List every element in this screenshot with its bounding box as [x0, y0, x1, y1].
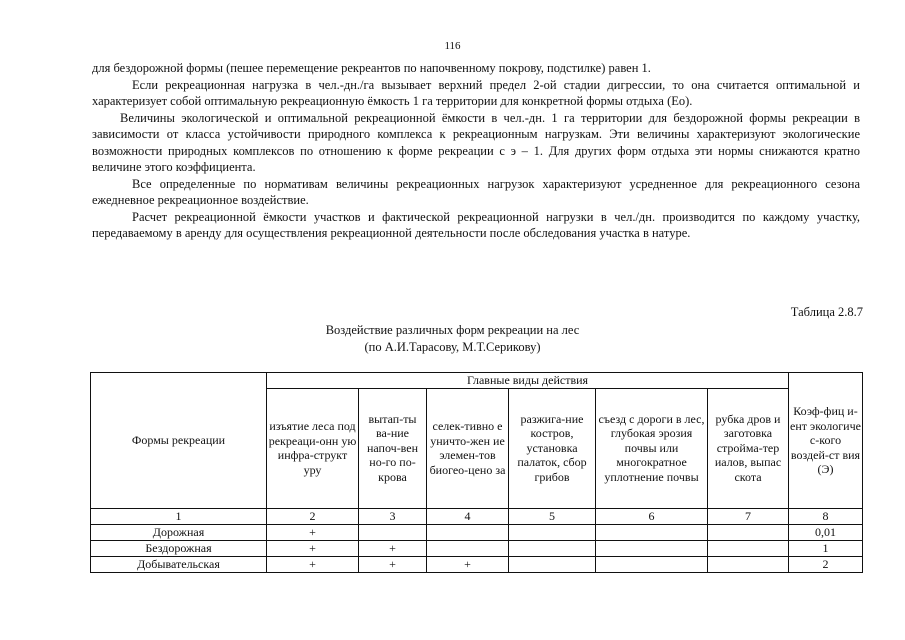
cell	[596, 540, 708, 556]
table-title-line: Воздействие различных форм рекреации на лес	[325, 323, 580, 337]
table-header-row	[91, 373, 863, 389]
paragraph: Все определенные по нормативам величины рекреационных нагрузок характеризуют усредненное для рекреационного сезона ежедневное рекреационное воздействие.	[92, 176, 860, 207]
form-name: Бездорожная	[91, 540, 267, 556]
cell: +	[267, 556, 359, 572]
cell	[509, 524, 596, 540]
impact-table	[90, 372, 862, 573]
action-header: съезд с дороги в лес, глубокая эрозия почвы или многократное уплотнение почвы	[596, 388, 708, 508]
paragraph: Если рекреационная нагрузка в чел.-дн./га вызывает верхний предел 2-ой стадии дигрессии, то она считается оптимальной и характеризует собой оптимальную рекреационную ёмкость 1 га территории для конкретной формы отдыха (Ео).	[92, 77, 860, 108]
coef-value: 2	[789, 556, 863, 572]
cell: +	[359, 556, 427, 572]
cell	[509, 540, 596, 556]
cell	[708, 540, 789, 556]
paragraph: для бездорожной формы (пешее перемещение рекреантов по напочвенному покрову, подстилке) равен 1.	[92, 61, 651, 75]
table-title-subline: (по А.И.Тарасову, М.Т.Серикову)	[364, 340, 541, 354]
main-actions-header: Главные виды действия	[267, 373, 789, 389]
column-number: 5	[509, 508, 596, 524]
column-number: 1	[91, 508, 267, 524]
action-header: изъятие леса под рекреаци-онн ую инфра-структ уру	[267, 388, 359, 508]
cell	[427, 540, 509, 556]
paragraph: Величины экологической и оптимальной рекреационной ёмкости в чел.-дн. 1 га территории для бездорожной формы рекреации в зависимости от класса устойчивости природного комплекса к рекреационным нагрузкам. Эти величины характеризуют экологические возможности природных комплексов по отношению к форме рекреации с э – 1. Для других форм отдыха эти нормы снижаются кратно величине этого коэффициента.	[92, 110, 860, 174]
cell	[427, 524, 509, 540]
cell: +	[427, 556, 509, 572]
table-row	[91, 540, 863, 556]
forms-header: Формы рекреации	[91, 373, 267, 509]
cell	[596, 556, 708, 572]
cell	[708, 556, 789, 572]
form-name: Добывательская	[91, 556, 267, 572]
coef-header: Коэф-фиц и-ент экологиче с-кого воздей-ст вия (Э)	[789, 373, 863, 509]
cell: +	[267, 540, 359, 556]
column-number: 2	[267, 508, 359, 524]
paragraph: Расчет рекреационной ёмкости участков и фактической рекреационной нагрузки в чел./дн. производится по каждому участку, передаваемому в аренду для осуществления рекреационной деятельности после обследования участка в натуре.	[92, 209, 860, 240]
cell: +	[359, 540, 427, 556]
coef-value: 1	[789, 540, 863, 556]
cell	[509, 556, 596, 572]
cell: +	[267, 524, 359, 540]
cell	[596, 524, 708, 540]
column-number-row	[91, 508, 863, 524]
action-header: вытап-ты ва-ние напоч-вен но-го по-крова	[359, 388, 427, 508]
column-number: 6	[596, 508, 708, 524]
coef-value: 0,01	[789, 524, 863, 540]
table-row	[91, 556, 863, 572]
cell	[708, 524, 789, 540]
column-number: 8	[789, 508, 863, 524]
action-header: разжига-ние костров, установка палаток, сбор грибов	[509, 388, 596, 508]
column-number: 7	[708, 508, 789, 524]
action-header: селек-тивно е уничто-жен ие элемен-тов биогео-цено за	[427, 388, 509, 508]
table-title	[0, 322, 905, 356]
column-number: 4	[427, 508, 509, 524]
table-number-label: Таблица 2.8.7	[790, 305, 863, 319]
table-row	[91, 524, 863, 540]
body-text	[92, 60, 860, 242]
action-header: рубка дров и заготовка стройма-тер иалов, выпас скота	[708, 388, 789, 508]
form-name: Дорожная	[91, 524, 267, 540]
page-number: 116	[444, 40, 461, 52]
cell	[359, 524, 427, 540]
column-number: 3	[359, 508, 427, 524]
